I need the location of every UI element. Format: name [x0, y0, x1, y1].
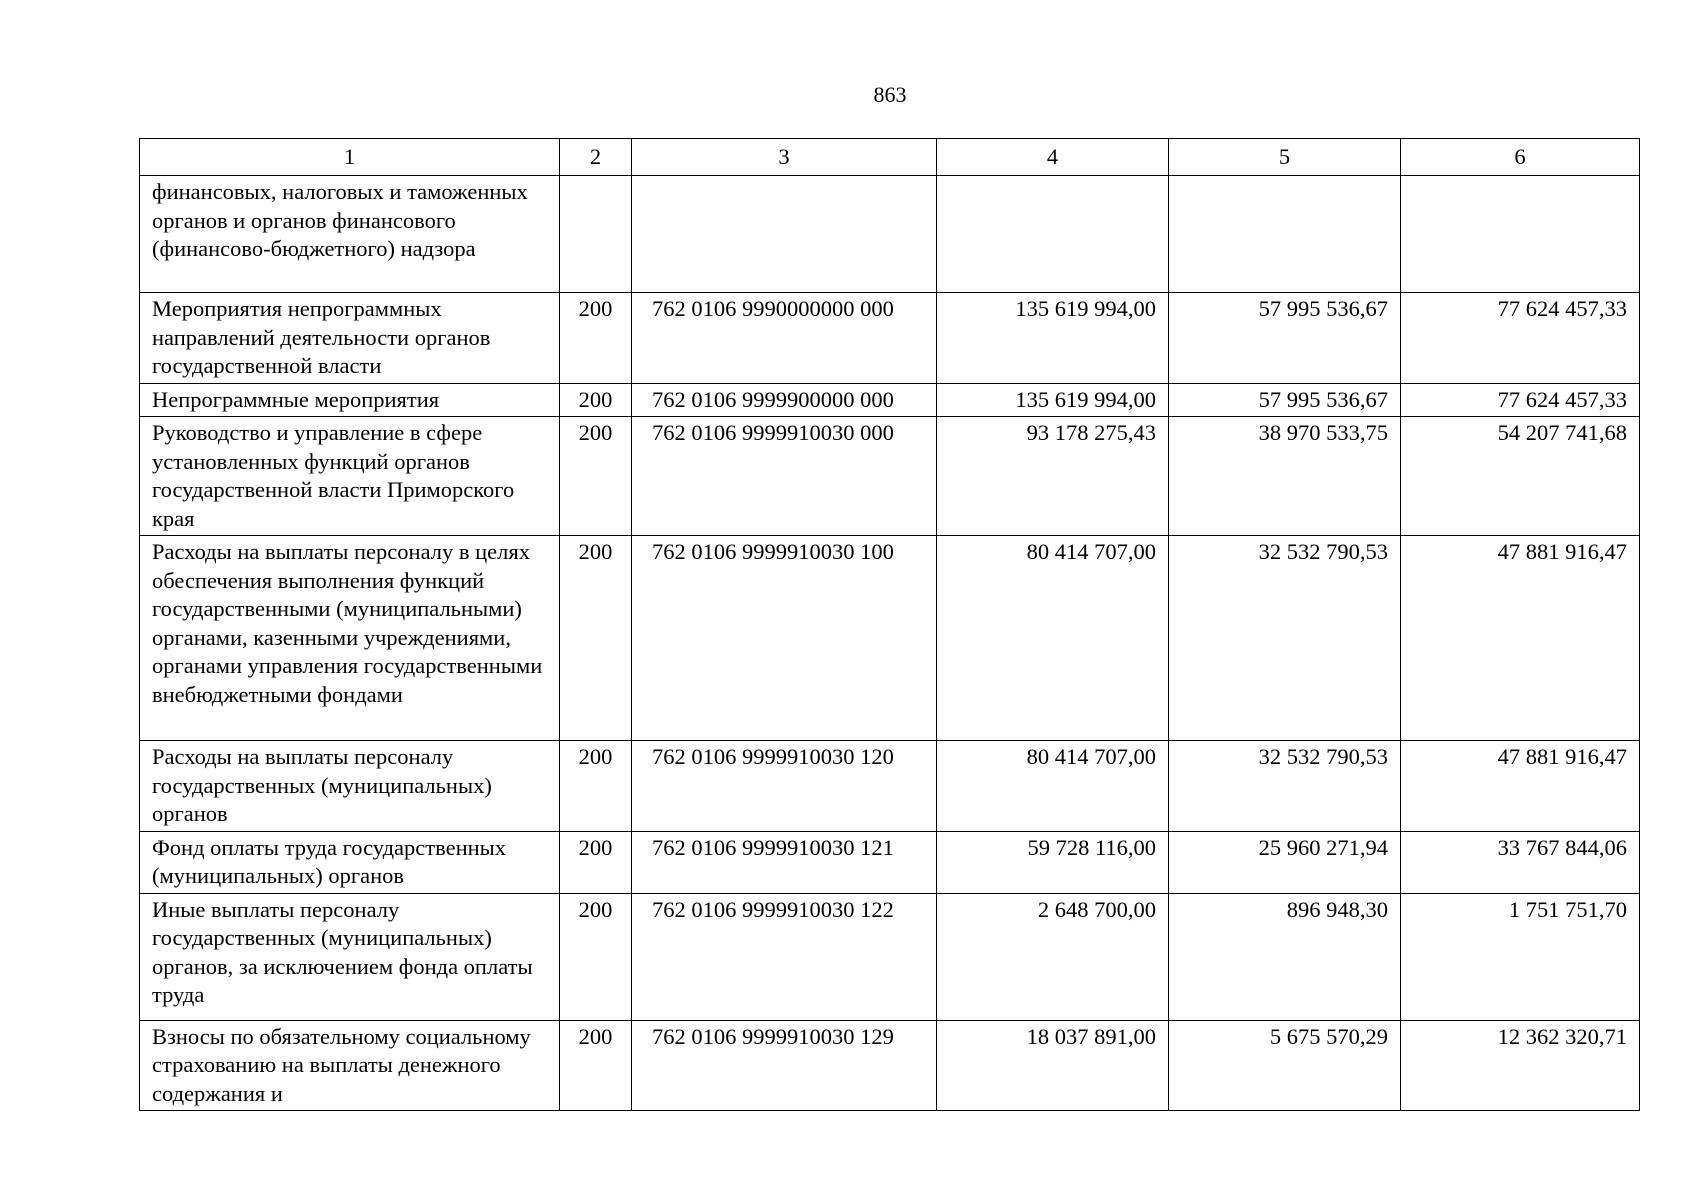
row-col5: 57 995 536,67	[1169, 383, 1401, 417]
row-cbk	[632, 176, 937, 293]
row-cbk: 762 0106 9999910030 129	[632, 1020, 937, 1111]
row-col4: 80 414 707,00	[937, 536, 1169, 741]
header-col-6: 6	[1401, 139, 1640, 176]
row-code: 200	[560, 536, 632, 741]
row-code: 200	[560, 293, 632, 384]
row-name: финансовых, налоговых и таможенных органов и органов финансового (финансово-бюджетного) надзора	[140, 176, 560, 293]
table-row	[140, 831, 1640, 893]
row-col4: 18 037 891,00	[937, 1020, 1169, 1111]
row-col4: 59 728 116,00	[937, 831, 1169, 893]
row-col4: 135 619 994,00	[937, 383, 1169, 417]
table-row	[140, 383, 1640, 417]
row-col5: 5 675 570,29	[1169, 1020, 1401, 1111]
row-col4: 2 648 700,00	[937, 893, 1169, 1020]
row-col5: 57 995 536,67	[1169, 293, 1401, 384]
page-number: 863	[873, 82, 907, 107]
header-row	[140, 139, 1640, 176]
row-col6: 1 751 751,70	[1401, 893, 1640, 1020]
row-col4: 93 178 275,43	[937, 417, 1169, 536]
row-col4	[937, 176, 1169, 293]
row-cbk: 762 0106 9999910030 120	[632, 741, 937, 832]
row-col4: 80 414 707,00	[937, 741, 1169, 832]
row-code: 200	[560, 1020, 632, 1111]
row-col5: 25 960 271,94	[1169, 831, 1401, 893]
row-col6: 47 881 916,47	[1401, 536, 1640, 741]
row-col4: 135 619 994,00	[937, 293, 1169, 384]
row-cbk: 762 0106 9999900000 000	[632, 383, 937, 417]
row-name: Взносы по обязательному социальному страхованию на выплаты денежного содержания и	[140, 1020, 560, 1111]
header-col-5: 5	[1169, 139, 1401, 176]
row-col6: 47 881 916,47	[1401, 741, 1640, 832]
header-col-4: 4	[937, 139, 1169, 176]
row-cbk: 762 0106 9999910030 121	[632, 831, 937, 893]
row-name: Иные выплаты персоналу государственных (муниципальных) органов, за исключением фонда оплаты труда	[140, 893, 560, 1020]
row-col6: 77 624 457,33	[1401, 293, 1640, 384]
row-code	[560, 176, 632, 293]
row-cbk: 762 0106 9999910030 100	[632, 536, 937, 741]
header-col-3: 3	[632, 139, 937, 176]
row-col5: 32 532 790,53	[1169, 741, 1401, 832]
row-code: 200	[560, 417, 632, 536]
row-name: Мероприятия непрограммных направлений деятельности органов государственной власти	[140, 293, 560, 384]
row-code: 200	[560, 383, 632, 417]
row-cbk: 762 0106 9990000000 000	[632, 293, 937, 384]
row-code: 200	[560, 893, 632, 1020]
table-row	[140, 1020, 1640, 1111]
row-col6: 77 624 457,33	[1401, 383, 1640, 417]
row-col6: 54 207 741,68	[1401, 417, 1640, 536]
row-col6	[1401, 176, 1640, 293]
table-row	[140, 293, 1640, 384]
header-col-1: 1	[140, 139, 560, 176]
table-row	[140, 417, 1640, 536]
header-col-2: 2	[560, 139, 632, 176]
table-row	[140, 893, 1640, 1020]
table-row	[140, 536, 1640, 741]
row-col5: 38 970 533,75	[1169, 417, 1401, 536]
table-row	[140, 176, 1640, 293]
row-name: Руководство и управление в сфере установленных функций органов государственной власти Приморского края	[140, 417, 560, 536]
row-col6: 12 362 320,71	[1401, 1020, 1640, 1111]
row-code: 200	[560, 831, 632, 893]
row-name: Расходы на выплаты персоналу в целях обеспечения выполнения функций государственными (муниципальными) органами, казенными учреждениями, органами управления государственными внебюджетными фондами	[140, 536, 560, 741]
row-col5: 896 948,30	[1169, 893, 1401, 1020]
row-name: Непрограммные мероприятия	[140, 383, 560, 417]
row-name: Расходы на выплаты персоналу государственных (муниципальных) органов	[140, 741, 560, 832]
row-cbk: 762 0106 9999910030 122	[632, 893, 937, 1020]
table-row	[140, 741, 1640, 832]
row-name: Фонд оплаты труда государственных (муниципальных) органов	[140, 831, 560, 893]
row-col5	[1169, 176, 1401, 293]
row-code: 200	[560, 741, 632, 832]
row-col6: 33 767 844,06	[1401, 831, 1640, 893]
budget-table	[139, 138, 1640, 1111]
row-col5: 32 532 790,53	[1169, 536, 1401, 741]
row-cbk: 762 0106 9999910030 000	[632, 417, 937, 536]
